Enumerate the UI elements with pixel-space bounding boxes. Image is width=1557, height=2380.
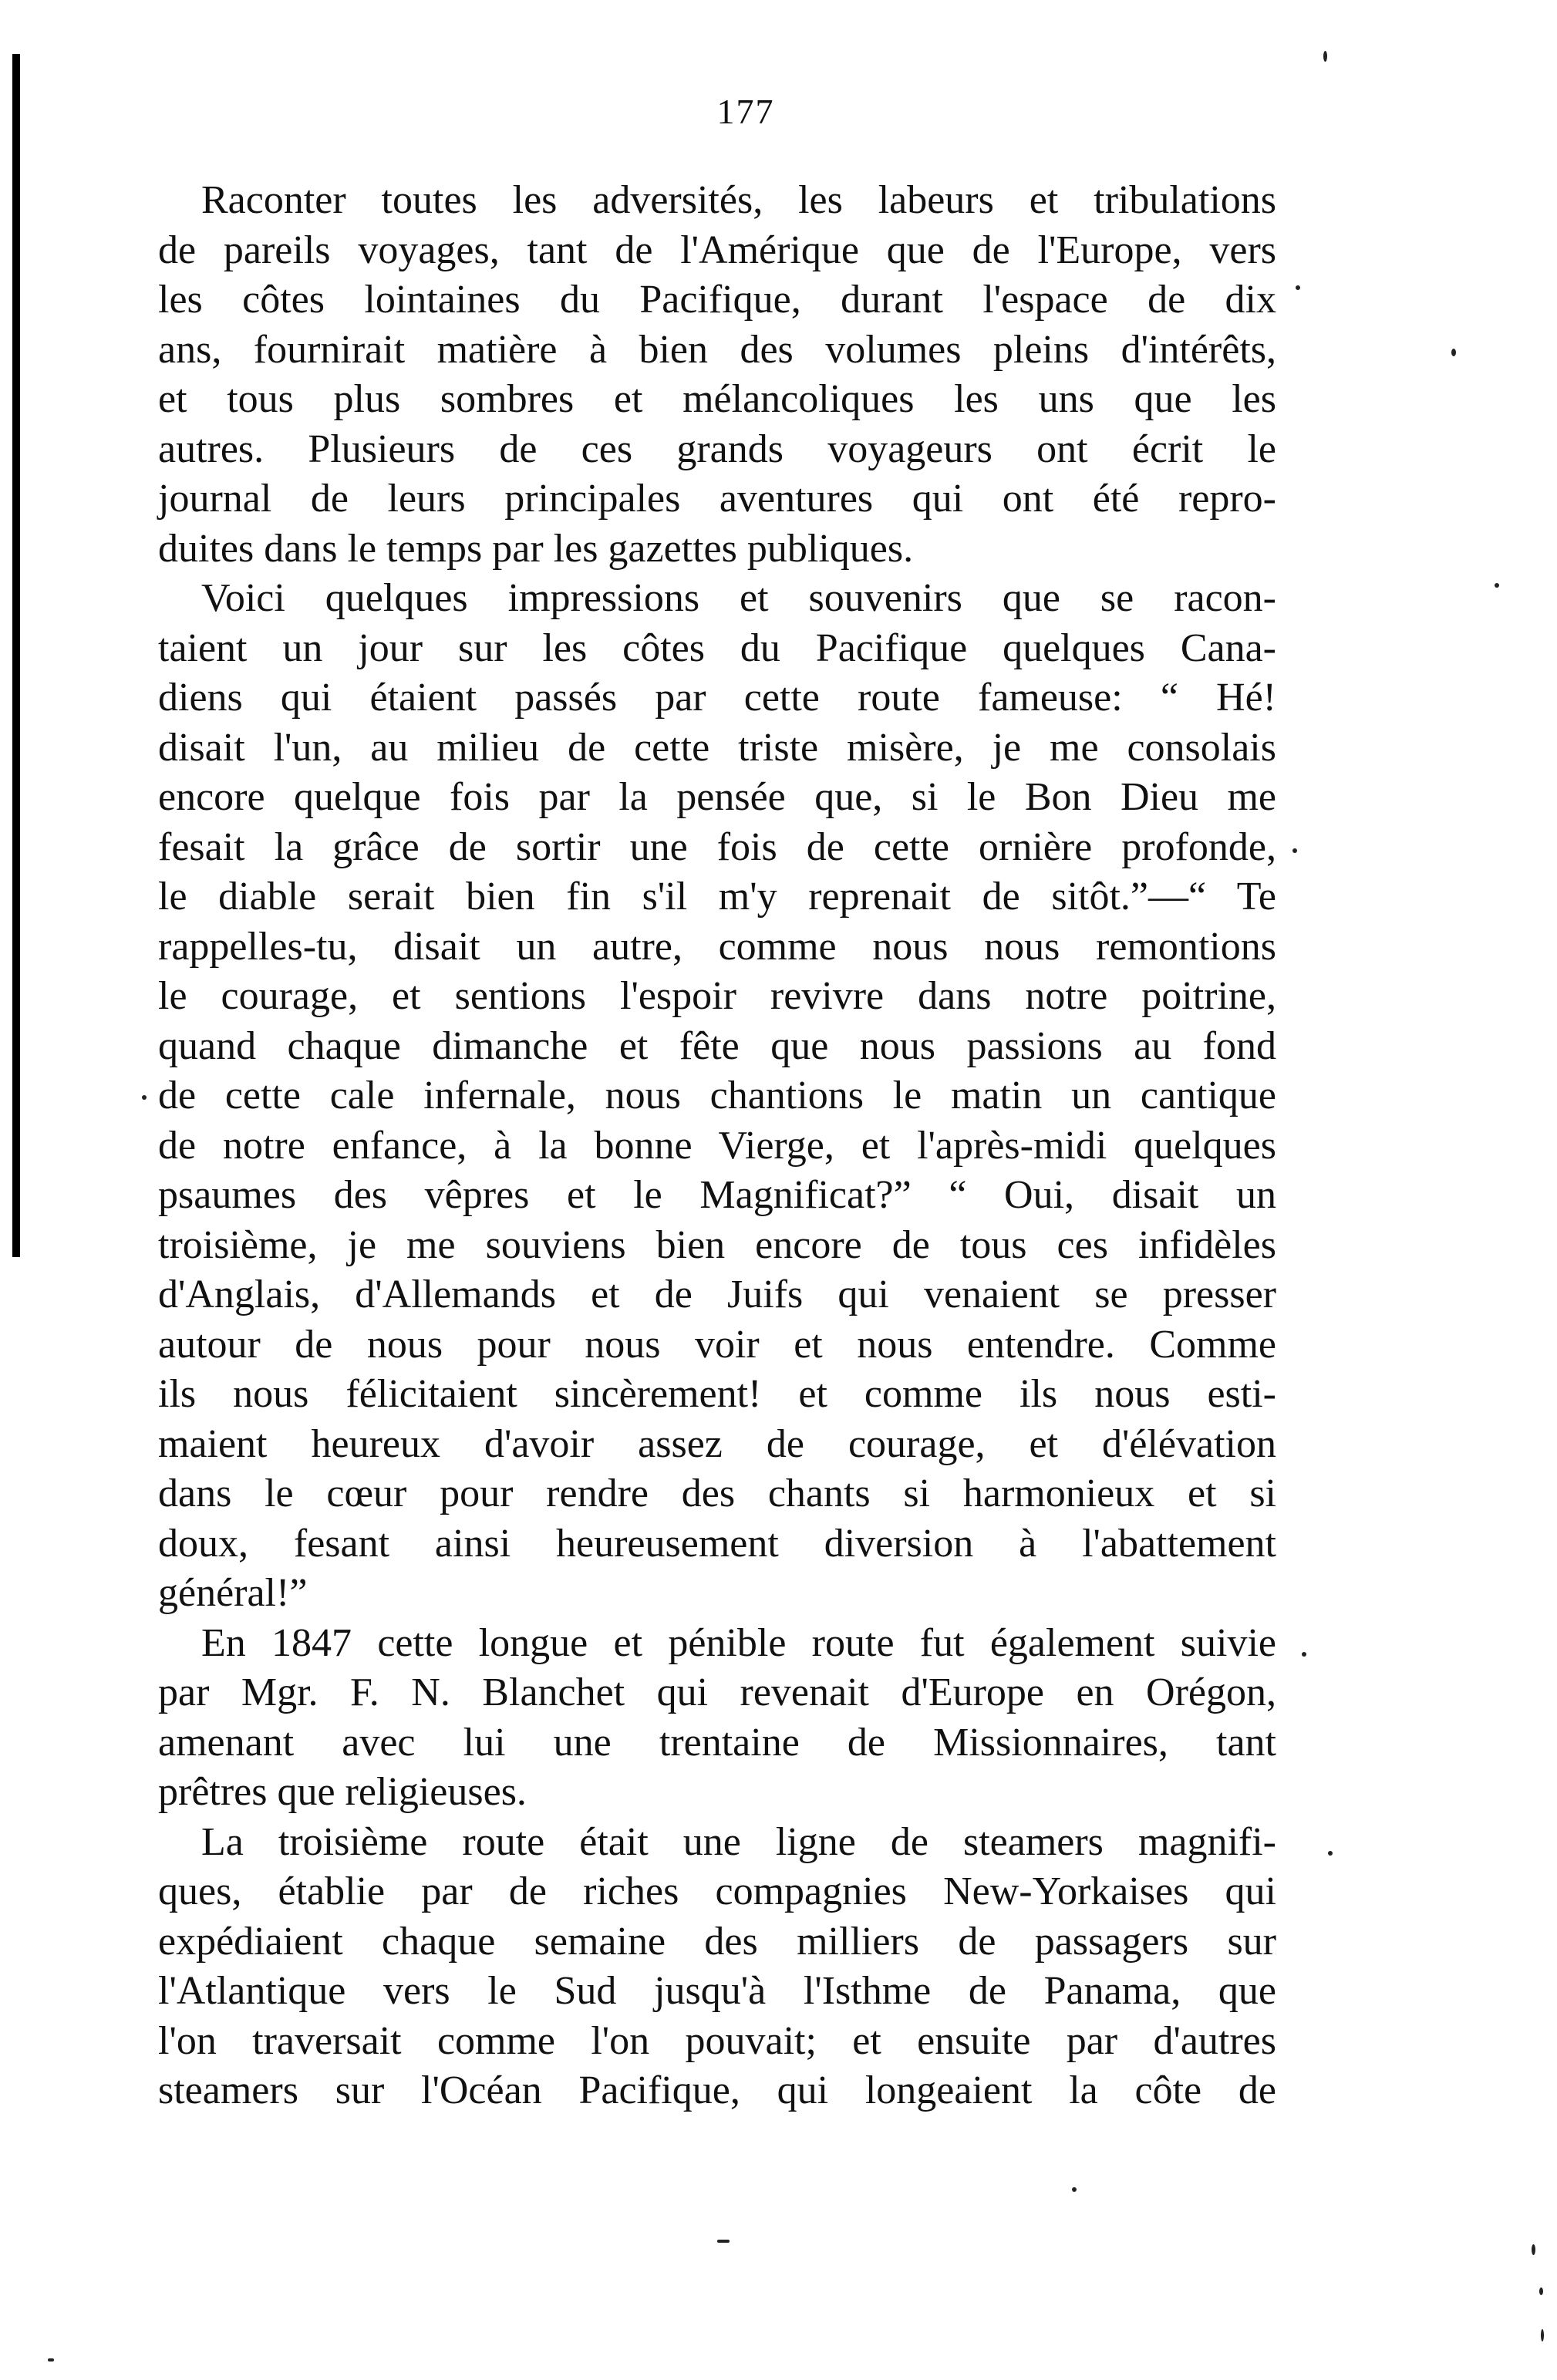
scan-speck bbox=[1072, 2187, 1077, 2192]
text-line: les côtes lointaines du Pacifique, durant l'espace de dix bbox=[158, 278, 1276, 322]
text-line: ques, établie par de riches compagnies New-Yorkaises qui bbox=[158, 1869, 1276, 1913]
text-line: d'Anglais, d'Allemands et de Juifs qui venaient se presser bbox=[158, 1273, 1276, 1316]
text-line: dans le cœur pour rendre des chants si harmonieux et si bbox=[158, 1471, 1276, 1515]
text-line: l'on traversait comme l'on pouvait; et ensuite par d'autres bbox=[158, 2018, 1276, 2063]
text-line: et tous plus sombres et mélancoliques les uns que les bbox=[158, 377, 1276, 421]
scan-speck bbox=[1296, 285, 1300, 290]
text-line: disait l'un, au milieu de cette triste misère, je me consolais bbox=[158, 725, 1276, 770]
scan-edge-rule bbox=[12, 54, 20, 1257]
text-line: amenant avec lui une trentaine de Missionnaires, tant bbox=[158, 1720, 1276, 1765]
text-line: par Mgr. F. N. Blanchet qui revenait d'Europe en Orégon, bbox=[158, 1670, 1276, 1714]
text-line: autres. Plusieurs de ces grands voyageurs ont écrit le bbox=[158, 426, 1276, 471]
text-line: En 1847 cette longue et pénible route fut également suivie bbox=[201, 1620, 1276, 1665]
scan-speck bbox=[1539, 2287, 1543, 2295]
text-line: troisième, je me souviens bien encore de tous ces infidèles bbox=[158, 1222, 1276, 1267]
page-number: 177 bbox=[716, 92, 775, 131]
scan-speck bbox=[1532, 2244, 1535, 2255]
text-line: encore quelque fois par la pensée que, si le Bon Dieu me bbox=[158, 775, 1276, 819]
scan-speck bbox=[1451, 349, 1456, 356]
scan-speck bbox=[142, 1095, 147, 1100]
text-line: le courage, et sentions l'espoir revivre dans notre poitrine, bbox=[158, 974, 1276, 1018]
text-line: rappelles-tu, disait un autre, comme nous nous remontions bbox=[158, 924, 1276, 969]
text-line: steamers sur l'Océan Pacifique, qui longeaient la côte de bbox=[158, 2068, 1276, 2112]
body-text bbox=[158, 176, 1276, 2116]
text-line: taient un jour sur les côtes du Pacifique quelques Cana- bbox=[158, 625, 1276, 670]
text-line: ans, fournirait matière à bien des volumes pleins d'intérêts, bbox=[158, 327, 1276, 372]
text-line: de cette cale infernale, nous chantions le matin un cantique bbox=[158, 1074, 1276, 1118]
text-line: psaumes des vêpres et le Magnificat?” “ Oui, disait un bbox=[158, 1173, 1276, 1217]
text-line: doux, fesant ainsi heureusement diversion à l'abattement bbox=[158, 1521, 1276, 1566]
scan-speck bbox=[1495, 583, 1499, 588]
text-line: ils nous félicitaient sincèrement! et comme ils nous esti- bbox=[158, 1372, 1276, 1416]
text-line: général!” bbox=[158, 1571, 308, 1615]
text-line: le diable serait bien fin s'il m'y reprenait de sitôt.”—“ Te bbox=[158, 875, 1276, 919]
text-line: La troisième route était une ligne de steamers magnifi- bbox=[201, 1819, 1276, 1864]
text-line: duites dans le temps par les gazettes publiques. bbox=[158, 526, 914, 571]
text-line: l'Atlantique vers le Sud jusqu'à l'Isthme de Panama, que bbox=[158, 1969, 1276, 2013]
text-line: de pareils voyages, tant de l'Amérique que de l'Europe, vers bbox=[158, 228, 1276, 272]
text-line: fesait la grâce de sortir une fois de cette ornière profonde, bbox=[158, 824, 1276, 869]
text-line: maient heureux d'avoir assez de courage, et d'élévation bbox=[158, 1421, 1276, 1466]
text-line: journal de leurs principales aventures qui ont été repro- bbox=[158, 477, 1276, 521]
text-line: autour de nous pour nous voir et nous entendre. Comme bbox=[158, 1322, 1276, 1367]
text-line: Voici quelques impressions et souvenirs que se racon- bbox=[201, 576, 1276, 620]
text-line: quand chaque dimanche et fête que nous passions au fond bbox=[158, 1023, 1276, 1068]
text-line: prêtres que religieuses. bbox=[158, 1770, 527, 1814]
scan-speck bbox=[1302, 1652, 1306, 1657]
scan-speck bbox=[1328, 1851, 1333, 1856]
scan-speck bbox=[1541, 2329, 1544, 2341]
scan-speck bbox=[1323, 51, 1327, 62]
text-line: de notre enfance, à la bonne Vierge, et l'après-midi quelques bbox=[158, 1123, 1276, 1168]
scan-speck bbox=[48, 2358, 54, 2361]
text-line: diens qui étaient passés par cette route fameuse: “ Hé! bbox=[158, 676, 1276, 720]
scan-speck bbox=[717, 2240, 730, 2243]
scan-speck bbox=[1292, 848, 1297, 853]
text-line: Raconter toutes les adversités, les labeurs et tribulations bbox=[201, 178, 1276, 222]
text-line: expédiaient chaque semaine des milliers de passagers sur bbox=[158, 1919, 1276, 1964]
